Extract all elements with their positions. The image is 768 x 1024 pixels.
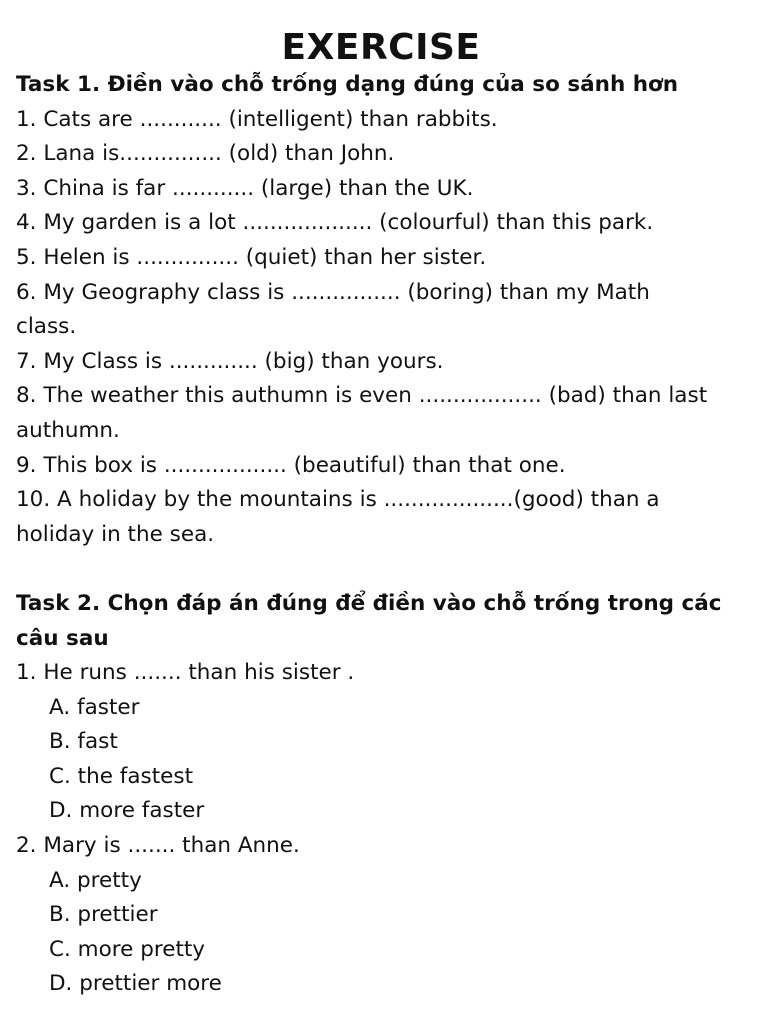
task1-item-9: 9. This box is .................. (beautiful) than that one. [16,452,566,478]
task2-question-2 [16,829,764,1002]
task1-heading: Task 1. Điền vào chỗ trống dạng đúng của so sánh hơn [16,72,679,97]
worksheet-page [16,0,764,1002]
task2-heading-continued: câu sau [16,625,109,651]
question-text: 1. He runs ....... than his sister . [16,660,355,686]
task1-item-10-continued: holiday in the sea. [16,521,215,547]
task1-item-6-continued: class. [16,314,77,340]
answer-option-a: A. faster [49,694,140,720]
task1-item-8: 8. The weather this authumn is even .................. (bad) than last [16,383,708,409]
section-spacer [16,552,764,587]
task2-heading: Task 2. Chọn đáp án đúng để điền vào chỗ trống trong các [16,590,722,616]
task1-item-2: 2. Lana is............... (old) than John. [16,141,395,167]
task1-item-10: 10. A holiday by the mountains is ...................(good) than a [16,487,660,513]
task1-item-1: 1. Cats are ............ (intelligent) than rabbits. [16,106,498,132]
answer-option-b: B. prettier [49,902,158,928]
answer-option-a: A. pretty [49,867,142,893]
question-text: 2. Mary is ....... than Anne. [16,833,300,859]
task2-question-1 [16,656,764,829]
task1-item-6: 6. My Geography class is ................ (boring) than my Math [16,279,650,305]
task1-item-7: 7. My Class is ............. (big) than yours. [16,348,444,374]
task1-item-3: 3. China is far ............ (large) than the UK. [16,175,474,201]
answer-option-d: D. prettier more [49,971,222,997]
answer-option-c: C. the fastest [49,763,194,789]
task1-item-5: 5. Helen is ............... (quiet) than her sister. [16,244,487,270]
answer-option-c: C. more pretty [49,936,206,962]
answer-option-d: D. more faster [49,798,205,824]
task1-item-4: 4. My garden is a lot ................... (colourful) than this park. [16,210,654,236]
answer-option-b: B. fast [49,729,118,755]
task1-list [16,103,764,553]
page-title: EXERCISE [281,27,481,68]
task1-item-8-continued: authumn. [16,417,120,443]
